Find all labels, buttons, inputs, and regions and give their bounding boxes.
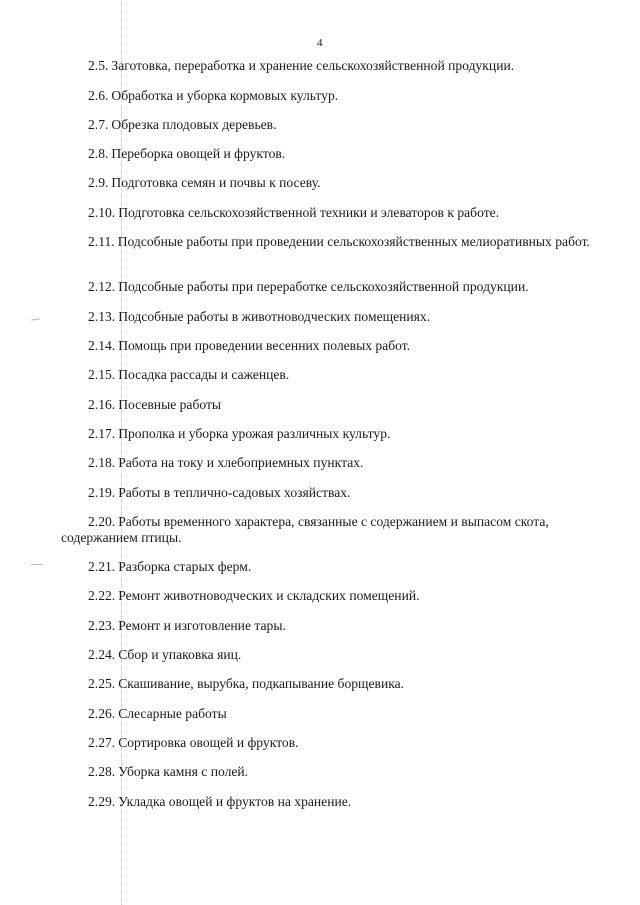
list-item: [61, 58, 615, 74]
item-number: 2.8.: [88, 146, 109, 161]
list-item: [61, 88, 615, 104]
item-number: 2.20.: [88, 514, 116, 529]
item-text: Слесарные работы: [118, 706, 227, 721]
item-number: 2.7.: [88, 117, 109, 132]
item-number: 2.9.: [88, 175, 109, 190]
item-text: Подготовка семян и почвы к посеву.: [111, 175, 321, 190]
item-number: 2.21.: [88, 559, 116, 574]
list-item: [61, 514, 615, 546]
item-number: 2.16.: [88, 397, 116, 412]
list-item: [61, 175, 615, 191]
item-text: Посевные работы: [118, 397, 222, 412]
list-item: [61, 338, 615, 354]
item-text: Переборка овощей и фруктов.: [111, 146, 286, 161]
item-number: 2.17.: [88, 426, 116, 441]
list-item: [61, 676, 615, 692]
item-number: 2.27.: [88, 735, 116, 750]
scan-artifact-mark: [31, 318, 40, 320]
item-text: Ремонт животноводческих и складских помещений.: [118, 588, 420, 603]
item-number: 2.25.: [88, 676, 116, 691]
item-text: Разборка старых ферм.: [118, 559, 252, 574]
list-item: [61, 279, 615, 295]
item-number: 2.24.: [88, 647, 116, 662]
item-text: Скашивание, вырубка, подкапывание борщевика.: [118, 676, 405, 691]
item-number: 2.11.: [88, 234, 115, 249]
list-item: [61, 426, 615, 442]
item-number: 2.23.: [88, 618, 116, 633]
item-text: Заготовка, переработка и хранение сельскохозяйственной продукции.: [111, 58, 515, 73]
item-number: 2.28.: [88, 764, 116, 779]
item-text: Работа на току и хлебоприемных пунктах.: [118, 455, 364, 470]
item-text: Подсобные работы при проведении сельскохозяйственных мелиоративных работ.: [117, 234, 590, 249]
item-number: 2.6.: [88, 88, 109, 103]
list-item: [61, 205, 615, 221]
list-item: [61, 647, 615, 663]
item-text: Подсобные работы при переработке сельскохозяйственной продукции.: [118, 279, 529, 294]
list-item: [61, 367, 615, 383]
item-text: Работы в теплично-садовых хозяйствах.: [118, 485, 351, 500]
item-text: Обрезка плодовых деревьев.: [111, 117, 277, 132]
list-item: [61, 397, 615, 413]
item-number: 2.14.: [88, 338, 116, 353]
item-number: 2.13.: [88, 309, 116, 324]
item-number: 2.10.: [88, 205, 116, 220]
item-text: Посадка рассады и саженцев.: [118, 367, 290, 382]
item-number: 2.19.: [88, 485, 116, 500]
item-text: Обработка и уборка кормовых культур.: [111, 88, 339, 103]
list-item: [61, 559, 615, 575]
list-item: [61, 794, 615, 810]
item-number: 2.18.: [88, 455, 116, 470]
scan-artifact-mark: [31, 564, 42, 565]
page-number: 4: [317, 37, 323, 49]
item-number: 2.26.: [88, 706, 116, 721]
item-text: Прополка и уборка урожая различных культур.: [118, 426, 391, 441]
item-text: Уборка камня с полей.: [118, 764, 249, 779]
item-text: Ремонт и изготовление тары.: [118, 618, 286, 633]
item-text: Подготовка сельскохозяйственной техники и элеваторов к работе.: [118, 205, 500, 220]
list-item: [61, 764, 615, 780]
list-item: [61, 455, 615, 471]
item-number: 2.15.: [88, 367, 116, 382]
list-item: [61, 234, 615, 250]
item-text: Укладка овощей и фруктов на хранение.: [118, 794, 352, 809]
item-number: 2.29.: [88, 794, 116, 809]
list-item: [61, 146, 615, 162]
item-text: Сортировка овощей и фруктов.: [118, 735, 299, 750]
list-item: [61, 735, 615, 751]
item-text: Сбор и упаковка яиц.: [118, 647, 242, 662]
item-number: 2.22.: [88, 588, 116, 603]
item-text: Подсобные работы в животноводческих помещениях.: [118, 309, 431, 324]
item-text: Помощь при проведении весенних полевых работ.: [118, 338, 411, 353]
list-item: [61, 618, 615, 634]
item-number: 2.12.: [88, 279, 116, 294]
list-item: [61, 588, 615, 604]
item-text: Работы временного характера, связанные с содержанием и выпасом скота, содержанием птицы.: [61, 514, 549, 545]
list-item: [61, 706, 615, 722]
item-number: 2.5.: [88, 58, 109, 73]
list-item: [61, 309, 615, 325]
list-item: [61, 117, 615, 133]
list-item: [61, 485, 615, 501]
